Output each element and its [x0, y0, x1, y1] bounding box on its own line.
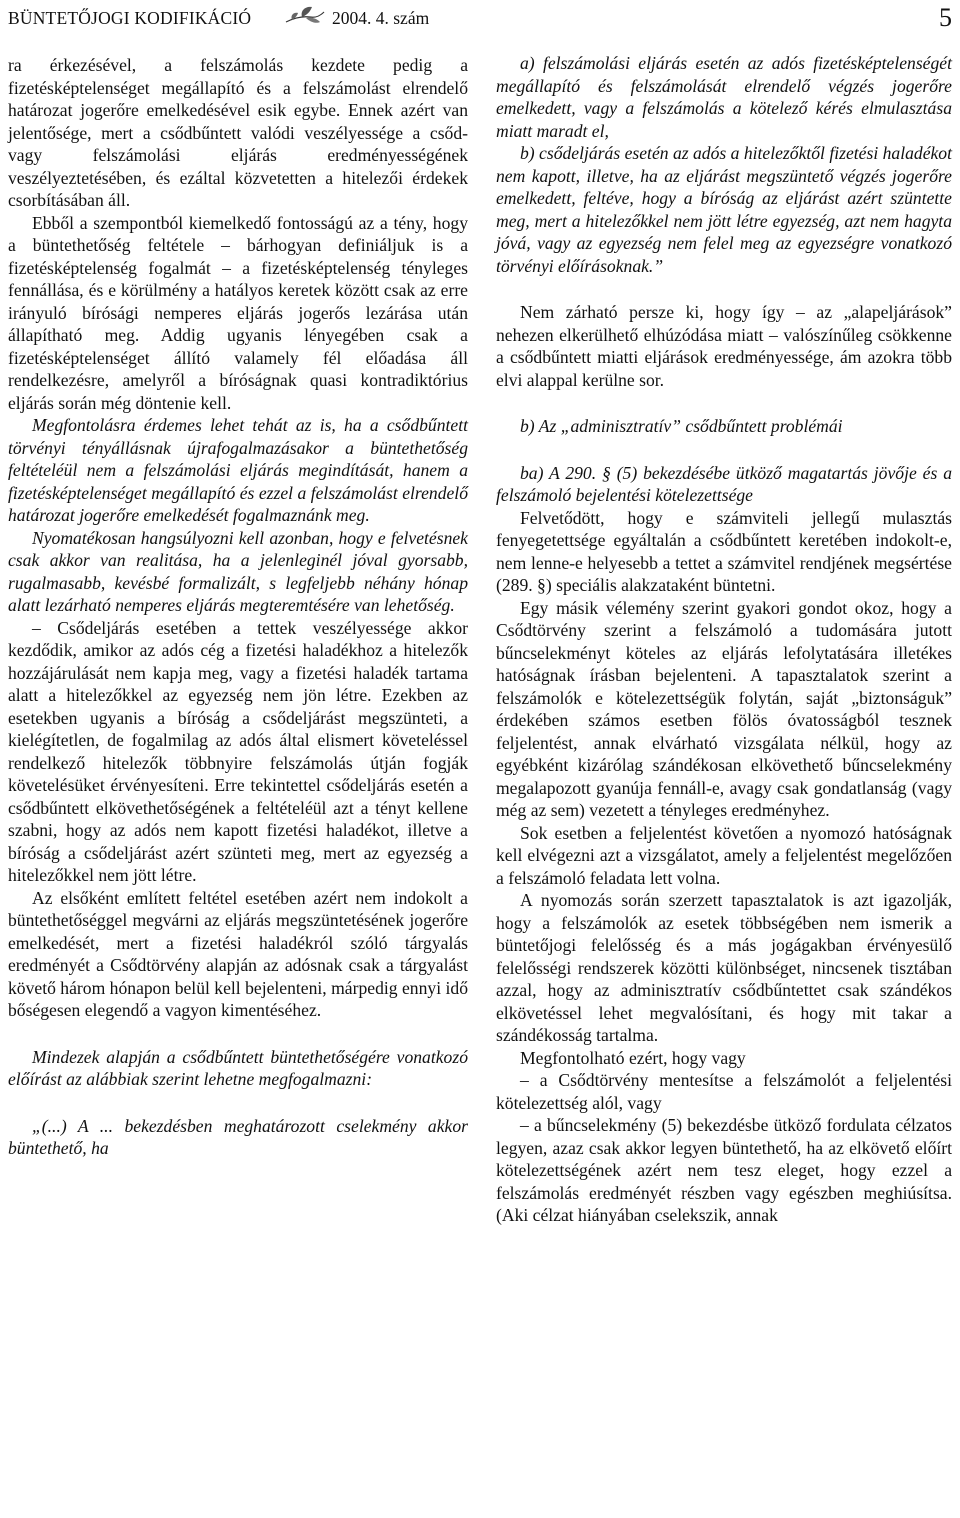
paragraph: Nem zárható persze ki, hogy így – az „alapeljárások” nehezen elkerülhető elhúzódása miatt – valószínűleg csökkenne a csődbűntett miatti eljárások eredményessége, ám azokra több elvi alappal kerülne sor.	[496, 302, 952, 390]
paragraph: Sok esetben a feljelentést követően a nyomozó hatóságnak kell elvégezni azt a vizsgálatot, amely a feljelentést megelőzően a felszámoló feladata lett volna.	[496, 822, 952, 888]
list-item: – a Csődtörvény mentesítse a felszámolót a feljelentési kötelezettség alól, vagy	[496, 1070, 952, 1113]
section-heading: b) Az „adminisztratív” csődbűntett problémái	[520, 416, 843, 436]
paragraph: Egy másik vélemény szerint gyakori gondot okoz, hogy a Csődtörvény szerint a felszámoló a tudomására jutott bűncselekményt köteles az eljárás lefolytatására illetékes hatóságnak írásban bejelenteni. A tapasztalatok szerint a felszámolók e kötelezettségük folytán, saját „biztonságuk” érdekében számos esetben fölös óvatosságból tesznek feljelentést, annak elvárható vizsgálata nélkül, hogy az egyébként kizárólag szándékosan elkövethető bűncselekmény megalapozott gyanúja fennáll-e, avagy csak gondatlanság (vagy még az sem) vezetett a tényleges eredményhez.	[496, 597, 952, 820]
left-column	[8, 54, 468, 1160]
quotation: „(...) A ... bekezdésben meghatározott cselekmény akkor büntethető, ha	[8, 1115, 468, 1158]
paragraph: A nyomozás során szerzett tapasztalatok is azt igazolják, hogy a felszámolók az esetek többségében nem ismerik a büntetőjogi felelősség és a más jogágakban érvényesülő felelősségi rendszerek közötti különbséget, nincsenek tisztában azzal, hogy az adminisztratív csődbűntettet csak szándékos elkövetéssel lehet megvalósítani, és hogy mit takar a szándékosság tartalma.	[496, 890, 952, 1045]
leaf-ornament-icon	[284, 4, 326, 30]
right-column	[496, 52, 952, 1227]
paragraph: Nyomatékosan hangsúlyozni kell azonban, hogy e felvetésnek csak akkor van realitása, ha a jelenleginél jóval gyorsabb, rugalmasabb, kevésbé formalizált, s legfeljebb néhány hónap alatt lezárható nemperes eljárás megteremtésére van lehetőség.	[8, 527, 468, 615]
paragraph: Az elsőként említett feltétel esetében azért nem indokolt a büntethetőséggel megvárni az eljárás megszüntetésének jogerőre emelkedését, mert a fizetési haladékról szóló tárgyalás eredményét a Csődtörvény alapján az adósnak csak a tárgyalást követő három hónapon belül kell bejelenteni, márpedig ennyi idő bőségesen elegendő a vagyon kimentéséhez.	[8, 887, 468, 1020]
list-item: – a bűncselekmény (5) bekezdésbe ütköző fordulata célzatos legyen, azaz csak akkor legyen büntethető, ha az elkövető előírt kötelezettségének azért nem tesz eleget, hogy ezzel a felszámolás eredményét részben vagy egészben meghiúsítsa. (Aki célzat hiányában cselekszik, annak	[496, 1115, 952, 1225]
paragraph: a) felszámolási eljárás esetén az adós fizetésképtelenségét megállapító és felszámolását elrendelő végzés jogerőre emelkedett, vagy a felszámolás a kötelező kérés elmulasztása miatt maradt el,	[496, 53, 952, 141]
paragraph: Megfontolásra érdemes lehet tehát az is, ha a csődbűntett törvényi tényállásnak újrafogalmazásakor a büntethetőség feltételéül nem a felszámolási eljárás megindítását, hanem a fizetésképtelenséget megállapító és ezzel a felszámolást elrendelő határozat jogerőre emelkedését fogalmaznánk meg.	[8, 415, 468, 525]
subsection-heading: ba) A 290. § (5) bekezdésébe ütköző magatartás jövője és a felszámoló bejelentési kötelezettsége	[496, 462, 952, 505]
paragraph: Mindezek alapján a csődbűntett büntethetőségére vonatkozó előírást az alábbiak szerint lehetne megfogalmazni:	[8, 1046, 468, 1089]
paragraph: Megfontolható ezért, hogy vagy	[520, 1047, 746, 1068]
paragraph: – Csődeljárás esetében a tettek veszélyessége akkor kezdődik, amikor az adós cég a fizetési haladékhoz a hitelezők hozzájárulását nem kapja meg, vagy a fizetési haladék tartama alatt a hitelezőkkel az egyezség nem jön létre. Ezekben az esetekben ugyanis a bíróság a csődeljárást megszünteti, a kielégítetlen, de fogalmilag az adós által elismert követeléssel rendelkező hitelezők többnyire felszámolás útján fogják követelésüket érvényesíteni. Erre tekintettel csődeljárás esetén a csődbűntett elkövethetőségének a feltételéül azt a tényt kellene szabni, hogy az adós nem kapott fizetési haladékot, illetve a bíróság a csődeljárást azért szünteti meg, mert az egyezség a hitelezőkkel nem jött létre.	[8, 617, 468, 885]
page-number: 5	[939, 3, 952, 32]
issue-label: 2004. 4. szám	[332, 8, 430, 28]
paragraph: b) csődeljárás esetén az adós a hitelezőktől fizetési haladékot nem kapott, illetve, ha az eljárást megszüntető végzés jogerőre emelkedett, feltéve, hogy a bíróság az eljárást azért szüntette meg, mert a hitelezőkkel nem jött létre egyezség, azt nem hagyta jóvá, vagy az egyezség nem felel meg az egyezségre vonatkozó törvényi előírásoknak.”	[496, 143, 952, 276]
paragraph: Felvetődött, hogy e számviteli jellegű mulasztás fenyegetettsége egyáltalán a csődbűntett keretében indokolt-e, nem lenne-e helyesebb a tettet a számvitel rendjének megsértése (289. §) speciális alakzataként büntetni.	[496, 507, 952, 595]
page-header	[8, 4, 952, 34]
journal-title: BÜNTETŐJOGI KODIFIKÁCIÓ	[8, 8, 252, 28]
paragraph: ra érkezésével, a felszámolás kezdete pedig a fizetésképtelenséget megállapító és a felszámolást elrendelő határozat jogerőre emelkedésével esik egybe. Ennek azért van jelentősége, mert a csődbűntett valódi veszélyessége a csőd- vagy felszámolási eljárás eredményességének veszélyeztetésében, és ezáltal közvetetten a hitelezői érdekek csorbításában áll.	[8, 55, 468, 210]
paragraph: Ebből a szempontból kiemelkedő fontosságú az a tény, hogy a büntethetőség feltétele – bárhogyan definiáljuk is a fizetésképtelenség fogalmát – a fizetésképtelenség tényleges fennállása, és e körülmény a hatályos keretek között csak az erre irányuló bírósági nemperes eljárás jogerős lezárása után állapítható meg. Addig ugyanis lényegében csak a fizetésképtelenséget állító valamely fél előadása áll rendelkezésre, amelyről a bíróságnak quasi kontradiktórius eljárás során még döntenie kell.	[8, 212, 468, 413]
